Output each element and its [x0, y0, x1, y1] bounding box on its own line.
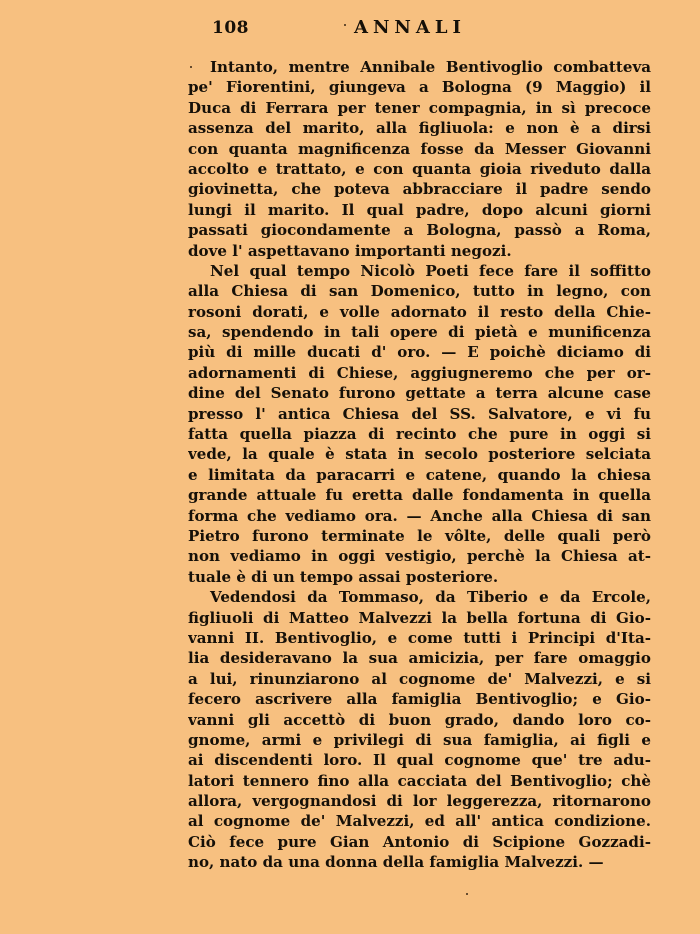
text-line: ai discendenti loro. Il qual cognome que' tre adu-	[188, 751, 651, 770]
text-line: accolto e trattato, e con quanta gioia riveduto dalla	[188, 159, 651, 178]
text-line: con quanta magnificenza fosse da Messer Giovanni	[188, 139, 651, 158]
text-line: giovinetta, che poteva abbracciare il padre sendo	[188, 180, 651, 199]
text-line: vanni gli accettò di buon grado, dando loro co-	[188, 710, 651, 729]
text-line: vede, la quale è stata in secolo posteriore selciata	[188, 445, 651, 464]
text-line: allora, vergognandosi di lor leggerezza, ritornarono	[188, 792, 651, 811]
text-line: forma che vediamo ora. — Anche alla Chiesa di san	[188, 506, 651, 525]
text-line: alla Chiesa di san Domenico, tutto in legno, con	[188, 282, 651, 301]
text-line: Intanto, mentre Annibale Bentivoglio combatteva	[210, 58, 651, 76]
text-line: al cognome de' Malvezzi, ed all' antica condizione.	[188, 812, 651, 831]
text-line: latori tennero fino alla cacciata del Bentivoglio; chè	[188, 771, 651, 790]
print-speck	[344, 24, 346, 26]
text-line: passati giocondamente a Bologna, passò a Roma,	[188, 221, 651, 240]
text-line: figliuoli di Matteo Malvezzi la bella fortuna di Gio-	[188, 608, 651, 627]
text-line: rosoni dorati, e volle adornato il resto della Chie-	[188, 302, 651, 321]
text-line: e limitata da paracarri e catene, quando la chiesa	[188, 465, 651, 484]
text-line: fecero ascrivere alla famiglia Bentivoglio; e Gio-	[188, 690, 651, 709]
text-line: assenza del marito, alla figliuola: e non è a dirsi	[188, 119, 651, 138]
text-line: non vediamo in oggi vestigio, perchè la Chiesa at-	[188, 547, 651, 566]
text-line: Nel qual tempo Nicolò Poeti fece fare il soffitto	[210, 261, 651, 280]
text-line: Ciò fece pure Gian Antonio di Scipione Gozzadi-	[188, 832, 651, 851]
print-speck	[190, 66, 192, 68]
text-line: Vedendosi da Tommaso, da Tiberio e da Ercole,	[210, 588, 651, 607]
running-title: ANNALI	[354, 17, 466, 38]
print-speck	[466, 893, 468, 895]
text-line: presso l' antica Chiesa del SS. Salvatore, e vi fu	[188, 404, 651, 423]
text-line: no, nato da una donna della famiglia Malvezzi. —	[188, 853, 604, 872]
text-line: lungi il marito. Il qual padre, dopo alcuni giorni	[188, 200, 651, 219]
text-line: gnome, armi e privilegi di sua famiglia, ai figli e	[188, 730, 651, 749]
page-header	[0, 14, 700, 44]
text-line: a lui, rinunziarono al cognome de' Malvezzi, e si	[188, 669, 651, 688]
text-line: grande attuale fu eretta dalle fondamenta in quella	[188, 486, 651, 505]
text-line: pe' Fiorentini, giungeva a Bologna (9 Maggio) il	[188, 78, 651, 97]
text-line: tuale è di un tempo assai posteriore.	[188, 567, 499, 586]
text-line: più di mille ducati d' oro. — E poichè diciamo di	[188, 343, 651, 362]
text-line: dine del Senato furono gettate a terra alcune case	[188, 384, 651, 403]
text-line: lia desideravano la sua amicizia, per fare omaggio	[188, 649, 651, 668]
text-line: vanni II. Bentivoglio, e come tutti i Principi d'Ita-	[188, 628, 651, 647]
page-number: 108	[212, 18, 249, 38]
text-line: Pietro furono terminate le vôlte, delle quali però	[188, 526, 651, 545]
text-line: fatta quella piazza di recinto che pure in oggi si	[188, 425, 651, 444]
text-line: sa, spendendo in tali opere di pietà e munificenza	[188, 323, 651, 342]
text-line: dove l' aspettavano importanti negozi.	[188, 241, 512, 260]
text-line: Duca di Ferrara per tener compagnia, in sì precoce	[188, 98, 651, 117]
body-text	[188, 57, 651, 873]
text-line: adornamenti di Chiese, aggiugneremo che per or-	[188, 363, 651, 382]
